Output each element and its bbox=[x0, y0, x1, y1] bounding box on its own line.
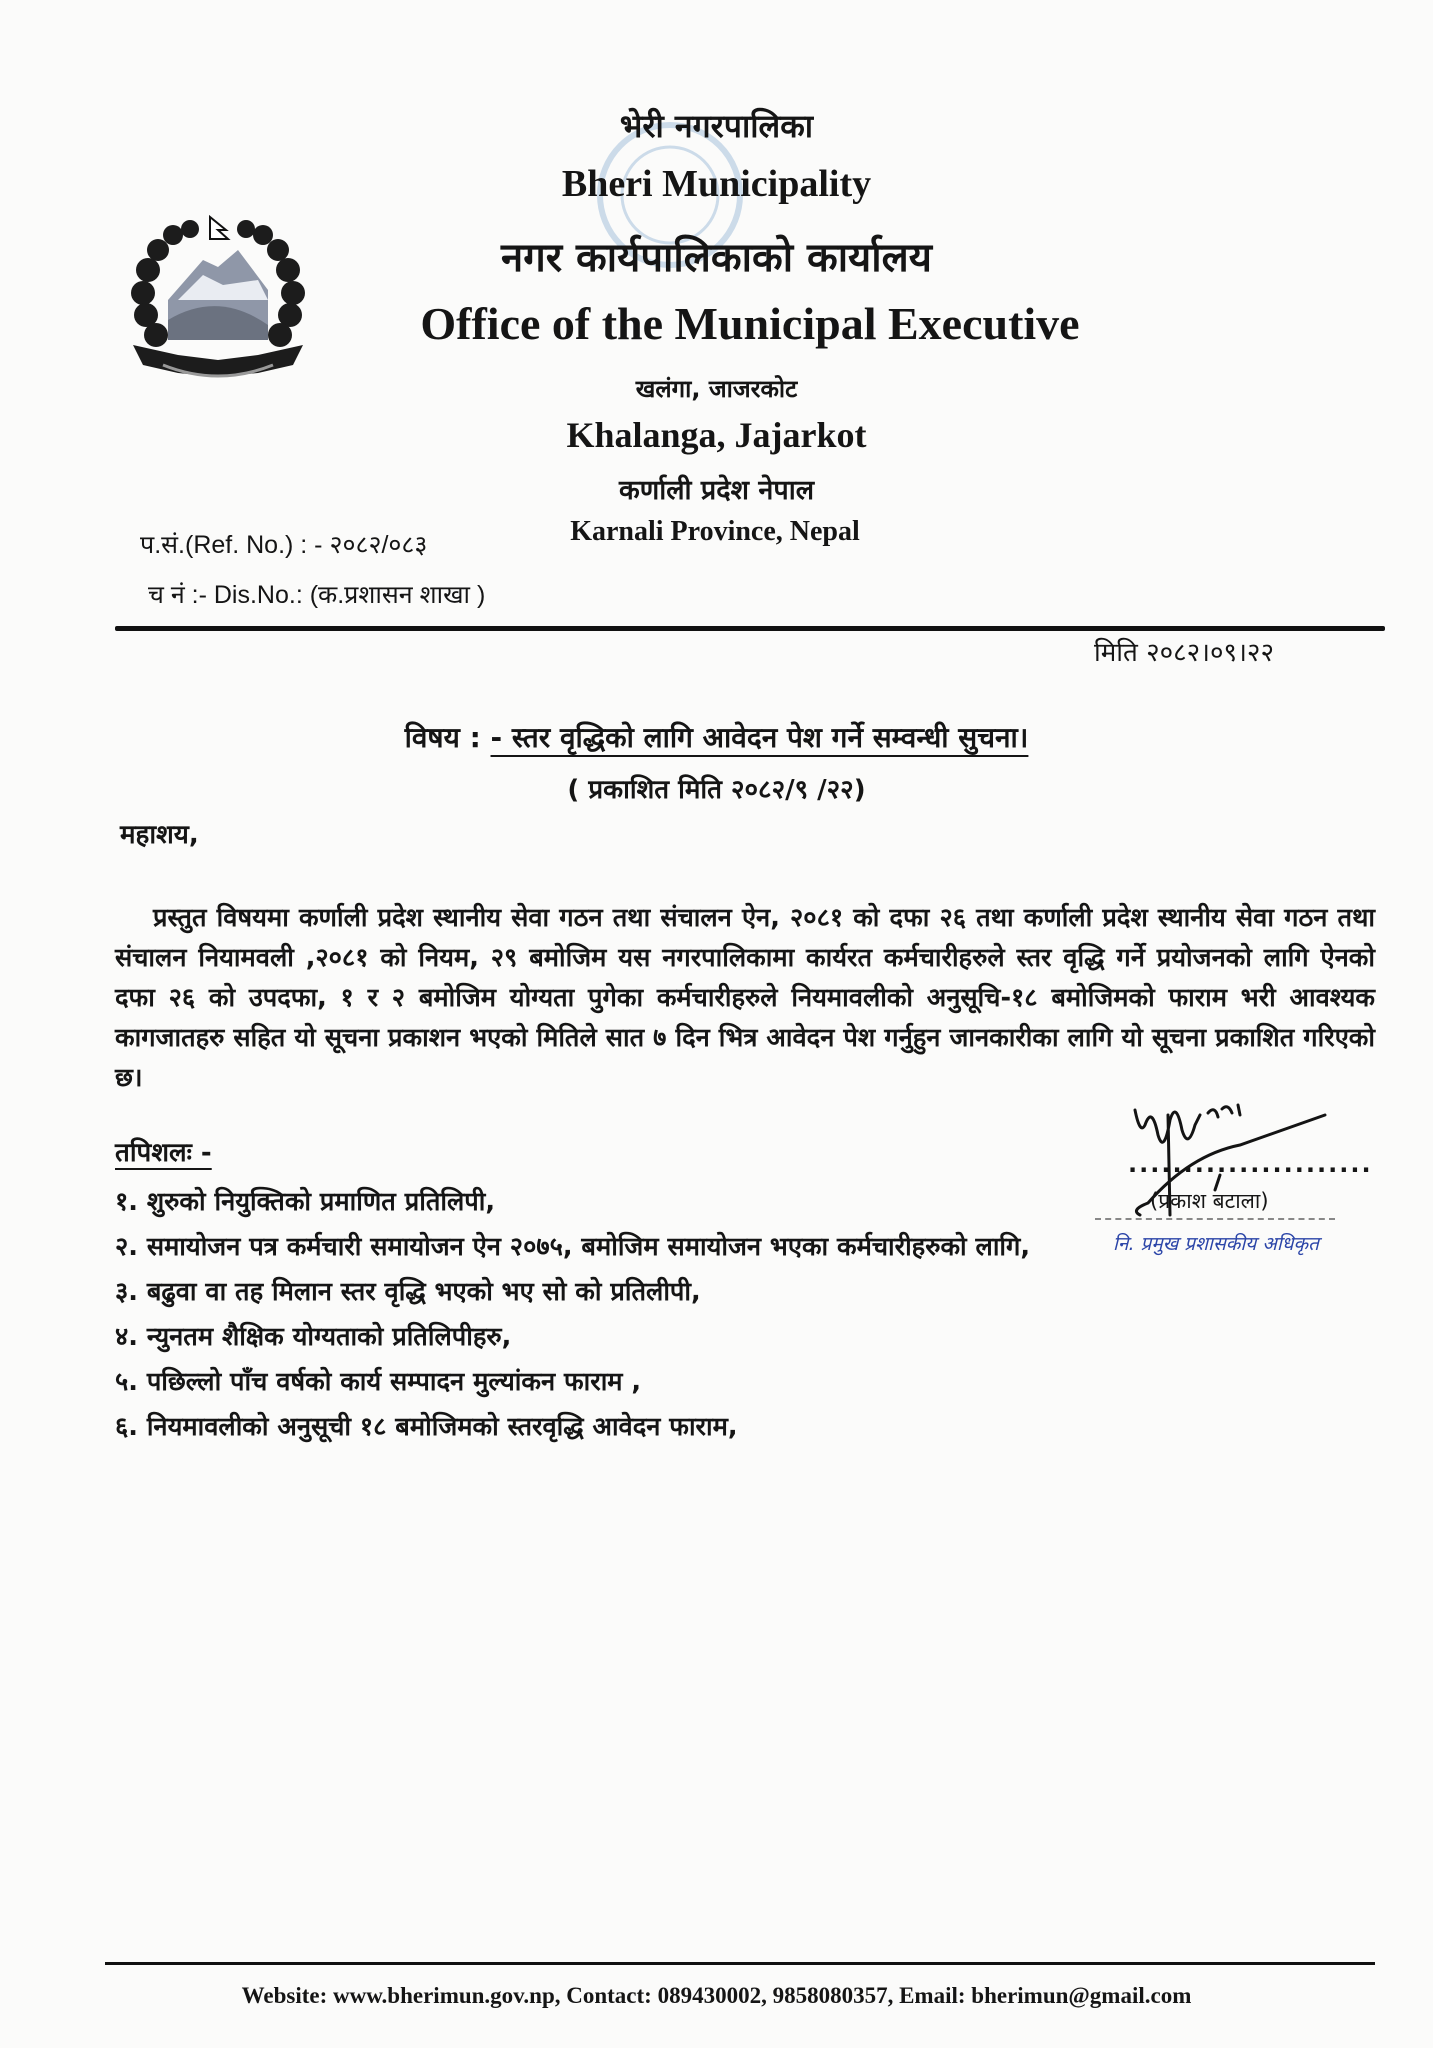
list-item: ६. नियमावलीको अनुसूची १८ बमोजिमको स्तरवृद्धि आवेदन फाराम, bbox=[115, 1412, 738, 1442]
reference-number: प.सं.(Ref. No.) : - २०८२/०८३ bbox=[140, 531, 428, 559]
list-item: ५. पछिल्लो पाँच वर्षको कार्य सम्पादन मुल्यांकन फाराम , bbox=[115, 1367, 642, 1397]
published-date: ( प्रकाशित मिति २०८२/९ /२२) bbox=[567, 775, 866, 805]
municipality-name-nepali: भेरी नगरपालिका bbox=[619, 107, 814, 145]
list-item: ४. न्युनतम शैक्षिक योग्यताको प्रतिलिपीहरु, bbox=[115, 1322, 512, 1352]
footer-divider bbox=[105, 1962, 1375, 1965]
dispatch-number: च नं :- Dis.No.: (क.प्रशासन शाखा ) bbox=[148, 581, 486, 609]
subject-line bbox=[0, 718, 1433, 756]
signature-dots: ...................... bbox=[1128, 1150, 1373, 1178]
list-item: १. शुरुको नियुक्तिको प्रमाणित प्रतिलिपी, bbox=[115, 1187, 496, 1217]
letter-date: मिति २०८२।०९।२२ bbox=[1094, 638, 1274, 668]
signature-divider bbox=[1095, 1218, 1335, 1220]
signatory-title-stamp: नि. प्रमुख प्रशासकीय अधिकृत bbox=[1113, 1233, 1319, 1255]
location-nepali: खलंगा, जाजरकोट bbox=[635, 375, 798, 403]
office-name-english: Office of the Municipal Executive bbox=[420, 298, 1080, 349]
header-divider bbox=[115, 626, 1385, 631]
office-name-nepali: नगर कार्यपालिकाको कार्यालय bbox=[501, 235, 932, 281]
subject-label: विषय : bbox=[404, 721, 491, 754]
province-nepali: कर्णाली प्रदेश नेपाल bbox=[618, 475, 815, 506]
signatory-name: (प्रकाश बटाला) bbox=[1150, 1189, 1269, 1213]
salutation: महाशय, bbox=[120, 820, 199, 850]
details-title: तपिशलः - bbox=[115, 1138, 212, 1168]
details-list bbox=[115, 1180, 1030, 1450]
body-paragraph: प्रस्तुत विषयमा कर्णाली प्रदेश स्थानीय सेवा गठन तथा संचालन ऐन, २०८१ को दफा २६ तथा कर्णाली प्रदेश स्थानीय सेवा गठन तथा संचालन नियामवली ,२०८१ को नियम, २९ बमोजिम यस नगरपालिकामा कार्यरत कर्मचारीहरुले स्तर वृद्धि गर्ने प्रयोजनको लागि ऐनको दफा २६ को उपदफा, १ र २ बमोजिम योग्यता पुगेका कर्मचारीहरुले नियमावलीको अनुसूचि-१८ बमोजिमको फाराम भरी आवश्यक कागजातहरु सहित यो सूचना प्रकाशन भएको मितिले सात ७ दिन भित्र आवेदन पेश गर्नुहुन जानकारीका लागि यो सूचना प्रकाशित गरिएको छ। bbox=[115, 903, 1375, 1093]
list-item: २. समायोजन पत्र कर्मचारी समायोजन ऐन २०७५, बमोजिम समायोजन भएका कर्मचारीहरुको लागि, bbox=[115, 1232, 1031, 1262]
province-english: Karnali Province, Nepal bbox=[570, 516, 860, 547]
location-english: Khalanga, Jajarkot bbox=[566, 415, 867, 455]
footer-contact: Website: www.bherimun.gov.np, Contact: 089430002, 9858080357, Email: bherimun@gmail.com bbox=[241, 1983, 1192, 2008]
list-item: ३. बढुवा वा तह मिलान स्तर वृद्धि भएको भए सो को प्रतिलीपी, bbox=[115, 1277, 701, 1307]
subject-text: - स्तर वृद्धिको लागि आवेदन पेश गर्ने सम्वन्धी सुचना। bbox=[490, 721, 1029, 754]
municipality-name-english: Bheri Municipality bbox=[561, 163, 872, 205]
